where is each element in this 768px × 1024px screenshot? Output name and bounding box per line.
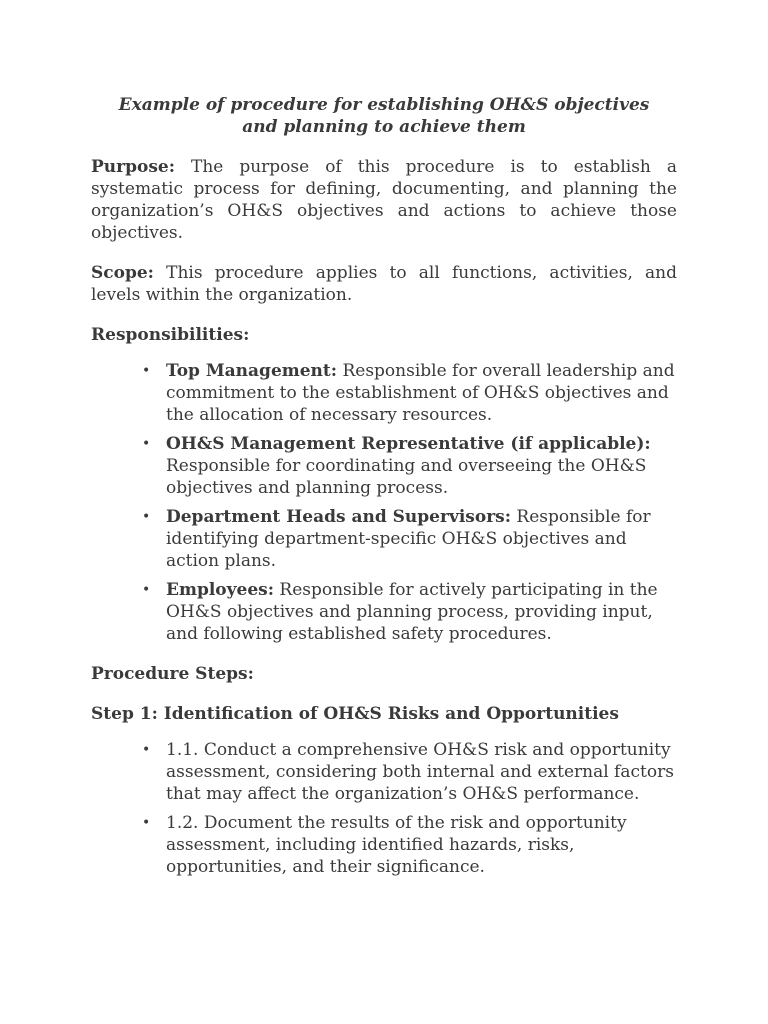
bullet-icon: •	[142, 436, 151, 452]
scope-paragraph	[91, 262, 677, 306]
responsibility-label: Employees:	[166, 580, 274, 600]
responsibility-label: Department Heads and Supervisors:	[166, 507, 511, 527]
bullet-icon: •	[142, 363, 151, 379]
document-title	[91, 94, 677, 138]
step-1-heading: Step 1: Identification of OH&S Risks and Opportunities	[91, 704, 619, 724]
purpose-paragraph	[91, 156, 677, 244]
document-page	[91, 94, 677, 896]
bullet-icon: •	[142, 509, 151, 525]
list-item	[142, 506, 677, 572]
list-item	[142, 739, 677, 805]
purpose-text: The purpose of this procedure is to establish a systematic process for defining, documenting, and planning the organization’s OH&S objectives and actions to achieve those objectives.	[91, 157, 678, 243]
list-item	[142, 360, 677, 426]
responsibility-label: OH&S Management Representative (if applicable):	[166, 434, 651, 454]
list-item	[142, 579, 677, 645]
step-text: 1.2. Document the results of the risk and opportunity assessment, including identified hazards, risks, opportunities, and their significance.	[166, 813, 627, 877]
title-line-1: Example of procedure for establishing OH&S objectives	[118, 95, 650, 115]
list-item	[142, 433, 677, 499]
responsibility-text: Responsible for overall leadership and commitment to the establishment of OH&S objectives and the allocation of necessary resources.	[166, 361, 675, 425]
bullet-icon: •	[142, 742, 151, 758]
step-1-list	[91, 739, 677, 878]
title-line-2: and planning to achieve them	[242, 117, 526, 137]
list-item	[142, 812, 677, 878]
bullet-icon: •	[142, 815, 151, 831]
responsibilities-heading: Responsibilities:	[91, 325, 250, 345]
procedure-steps-heading: Procedure Steps:	[91, 664, 254, 684]
step-text: 1.1. Conduct a comprehensive OH&S risk and opportunity assessment, considering both internal and external factors that may affect the organization’s OH&S performance.	[166, 740, 674, 804]
responsibility-text: Responsible for actively participating in the OH&S objectives and planning process, providing input, and following established safety procedures.	[166, 580, 658, 644]
bullet-icon: •	[142, 582, 151, 598]
purpose-label: Purpose:	[91, 157, 175, 177]
responsibility-text: Responsible for identifying department-specific OH&S objectives and action plans.	[166, 507, 651, 571]
scope-text: This procedure applies to all functions, activities, and levels within the organization.	[91, 263, 678, 305]
responsibility-label: Top Management:	[166, 361, 338, 381]
responsibilities-list	[91, 360, 677, 645]
scope-label: Scope:	[91, 263, 154, 283]
responsibility-text: Responsible for coordinating and overseeing the OH&S objectives and planning process.	[166, 456, 647, 498]
